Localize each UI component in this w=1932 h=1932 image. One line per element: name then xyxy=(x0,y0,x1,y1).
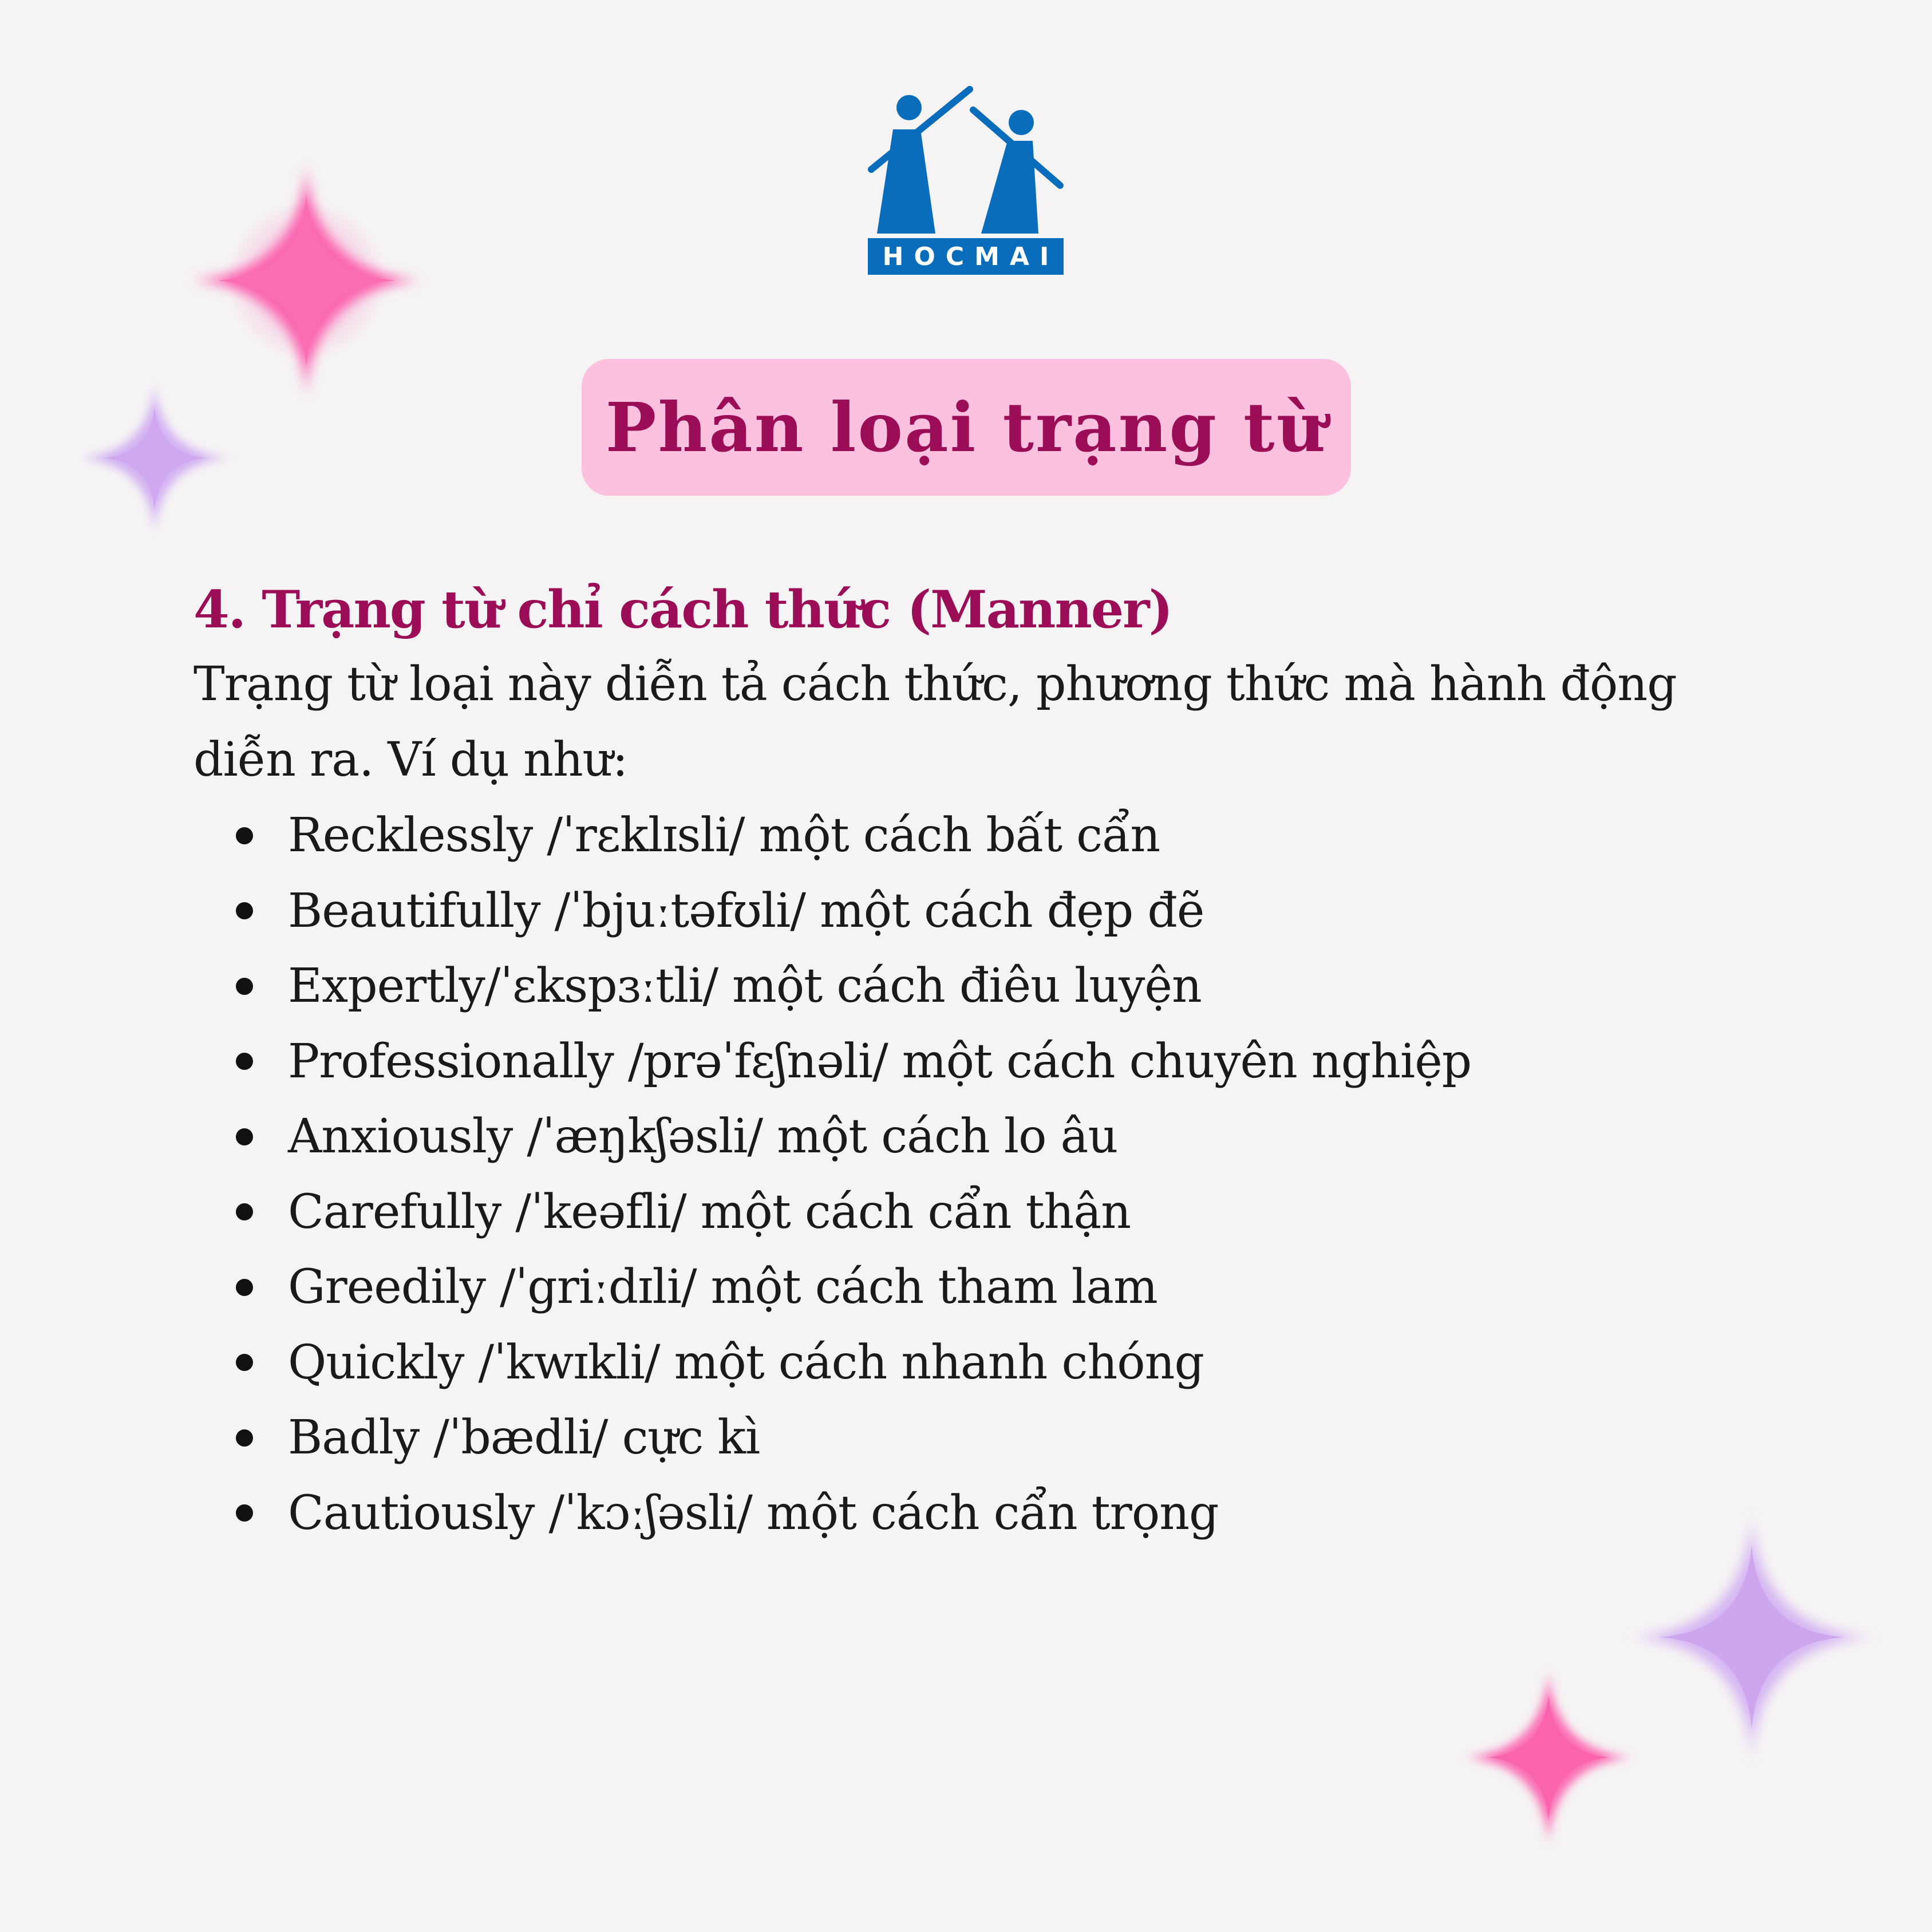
bullet-icon xyxy=(236,1053,253,1070)
example-text: Professionally /prəˈfɛʃnəli/ một cách chuyên nghiệp xyxy=(288,1034,1472,1089)
sparkle-pink-bottom-right-icon xyxy=(1454,1660,1643,1855)
example-text: Greedily /ˈgriːdɪli/ một cách tham lam xyxy=(288,1260,1157,1314)
section-intro: Trạng từ loại này diễn tả cách thức, phương thức mà hành động diễn ra. Ví dụ như: xyxy=(193,657,1677,787)
section-heading: 4. Trạng từ chỉ cách thức (Manner) xyxy=(193,579,1172,640)
example-text: Badly /ˈbædli/ cực kì xyxy=(288,1411,760,1465)
title-pill xyxy=(582,359,1351,496)
example-text: Cautiously /ˈkɔːʃəsli/ một cách cẩn trọng xyxy=(288,1485,1219,1540)
hocmai-logo xyxy=(867,86,1065,275)
bullet-icon xyxy=(236,902,253,919)
example-text: Anxiously /ˈæŋkʃəsli/ một cách lo âu xyxy=(288,1109,1118,1164)
bullet-icon xyxy=(236,1279,253,1296)
bullet-icon xyxy=(236,1354,253,1371)
list-item xyxy=(193,1024,1739,1100)
bullet-icon xyxy=(236,1429,253,1447)
content-section xyxy=(193,572,1739,1551)
bullet-icon xyxy=(236,1128,253,1145)
list-item xyxy=(193,798,1739,874)
logo-banner xyxy=(868,238,1064,275)
list-item xyxy=(193,949,1739,1024)
list-item xyxy=(193,1400,1739,1476)
list-item xyxy=(193,1099,1739,1175)
bullet-icon xyxy=(236,1203,253,1220)
sparkle-lavender-left-icon xyxy=(69,372,240,544)
bullet-icon xyxy=(236,978,253,995)
bullet-icon xyxy=(236,827,253,844)
page-title: Phân loại trạng từ xyxy=(605,388,1327,467)
list-item xyxy=(193,1250,1739,1325)
list-item xyxy=(193,1325,1739,1401)
example-text: Expertly/ˈɛkspɜːtli/ một cách điêu luyện xyxy=(288,959,1202,1013)
list-item xyxy=(193,874,1739,949)
list-item xyxy=(193,1175,1739,1250)
bullet-icon xyxy=(236,1504,253,1522)
list-item xyxy=(193,1476,1739,1551)
example-text: Quickly /ˈkwɪkli/ một cách nhanh chóng xyxy=(288,1335,1204,1390)
example-text: Carefully /ˈkeəfli/ một cách cẩn thận xyxy=(288,1184,1131,1239)
example-text: Beautifully /ˈbjuːtəfʊli/ một cách đẹp đẽ xyxy=(288,883,1204,938)
examples-list xyxy=(193,798,1739,1551)
example-text: Recklessly /ˈrɛklɪsli/ một cách bất cẩn xyxy=(288,808,1160,863)
logo-text: HOCMAI xyxy=(882,242,1060,271)
